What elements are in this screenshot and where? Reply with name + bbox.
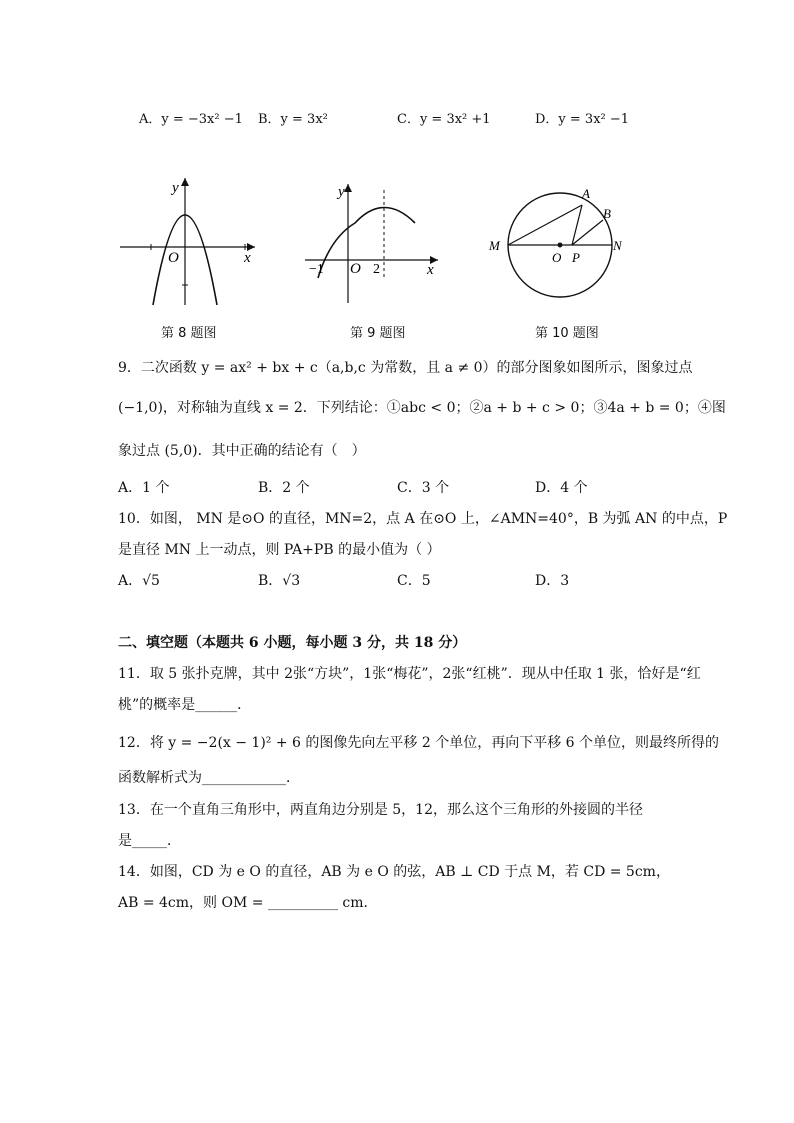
fig9-x-label: x — [427, 262, 434, 278]
figure-9-parabola — [300, 178, 445, 308]
fig9-y-label: y — [338, 184, 345, 200]
q14-line-2: AB = 4cm，则 OM = __________ cm． — [118, 895, 378, 911]
q10-option-a: A．√5 — [118, 573, 160, 589]
fig8-x-label: x — [244, 250, 251, 266]
q8-option-d: D．y = 3x² −1 — [535, 112, 630, 127]
fig10-label-p: P — [572, 250, 580, 265]
q10-line-1: 10．如图， MN 是⊙O 的直径，MN=2，点 A 在⊙O 上，∠AMN=40°，B 为弧 AN 的中点，P — [118, 511, 728, 527]
q9-option-a: A．1 个 — [118, 480, 170, 496]
q11-line-2: 桃”的概率是______． — [118, 697, 252, 713]
q8-option-b: B．y = 3x² — [258, 112, 328, 127]
fig10-label-a: A — [582, 186, 590, 201]
q10-line-2: 是直径 MN 上一动点，则 PA+PB 的最小值为（ ） — [118, 542, 441, 558]
q9-option-d: D．4 个 — [535, 480, 588, 496]
q12-line-1: 12．将 y = −2(x − 1)² + 6 的图像先向左平移 2 个单位，再向下平移 6 个单位，则最终所得的 — [118, 735, 720, 751]
figure-10-circle — [485, 182, 630, 307]
q9-option-c: C．3 个 — [397, 480, 450, 496]
q14-line-1: 14．如图，CD 为 e O 的直径，AB 为 e O 的弦，AB ⊥ CD 于点 M，若 CD = 5cm， — [118, 864, 670, 880]
section-2-heading: 二、填空题（本题共 6 小题，每小题 3 分，共 18 分） — [118, 635, 467, 651]
fig10-label-m: M — [489, 238, 500, 253]
q10-option-c: C．5 — [397, 573, 431, 589]
q8-option-c: C．y = 3x² +1 — [397, 112, 491, 127]
fig9-neg1-label: −1 — [309, 262, 324, 277]
q11-line-1: 11．取 5 张扑克牌，其中 2张“方块”，1张“梅花”，2张“红桃”．现从中任取 1 张，恰好是“红 — [118, 666, 701, 682]
q10-option-d: D．3 — [535, 573, 570, 589]
fig10-label-b: B — [603, 206, 611, 221]
q8-option-a: A．y = −3x² −1 — [139, 112, 243, 127]
fig9-origin-label: O — [350, 261, 361, 277]
q9-line-1: 9．二次函数 y = ax² + bx + c（a,b,c 为常数，且 a ≠ 0）的部分图象如图所示，图象过点 — [118, 360, 693, 376]
q10-option-b: B．√3 — [258, 573, 301, 589]
figure-10-caption: 第 10 题图 — [535, 326, 599, 341]
figure-8-caption: 第 8 题图 — [161, 326, 217, 341]
fig8-y-label: y — [172, 180, 179, 196]
q13-line-2: 是_____． — [118, 833, 181, 849]
q9-line-3: 象过点 (5,0)．其中正确的结论有（ ） — [118, 443, 366, 459]
q13-line-1: 13．在一个直角三角形中，两直角边分别是 5，12，那么这个三角形的外接圆的半径 — [118, 802, 643, 818]
q9-option-b: B．2 个 — [258, 480, 310, 496]
figure-9-caption: 第 9 题图 — [350, 326, 406, 341]
fig9-two-label: 2 — [373, 262, 380, 277]
fig10-label-o: O — [552, 250, 562, 265]
figure-8-parabola — [115, 170, 265, 310]
fig8-origin-label: O — [168, 250, 179, 266]
q12-line-2: 函数解析式为____________． — [118, 770, 300, 786]
q9-line-2: (−1,0)，对称轴为直线 x = 2．下列结论：①abc < 0；②a + b + c > 0；③4a + b = 0；④图 — [118, 400, 726, 416]
fig10-label-n: N — [613, 238, 622, 253]
